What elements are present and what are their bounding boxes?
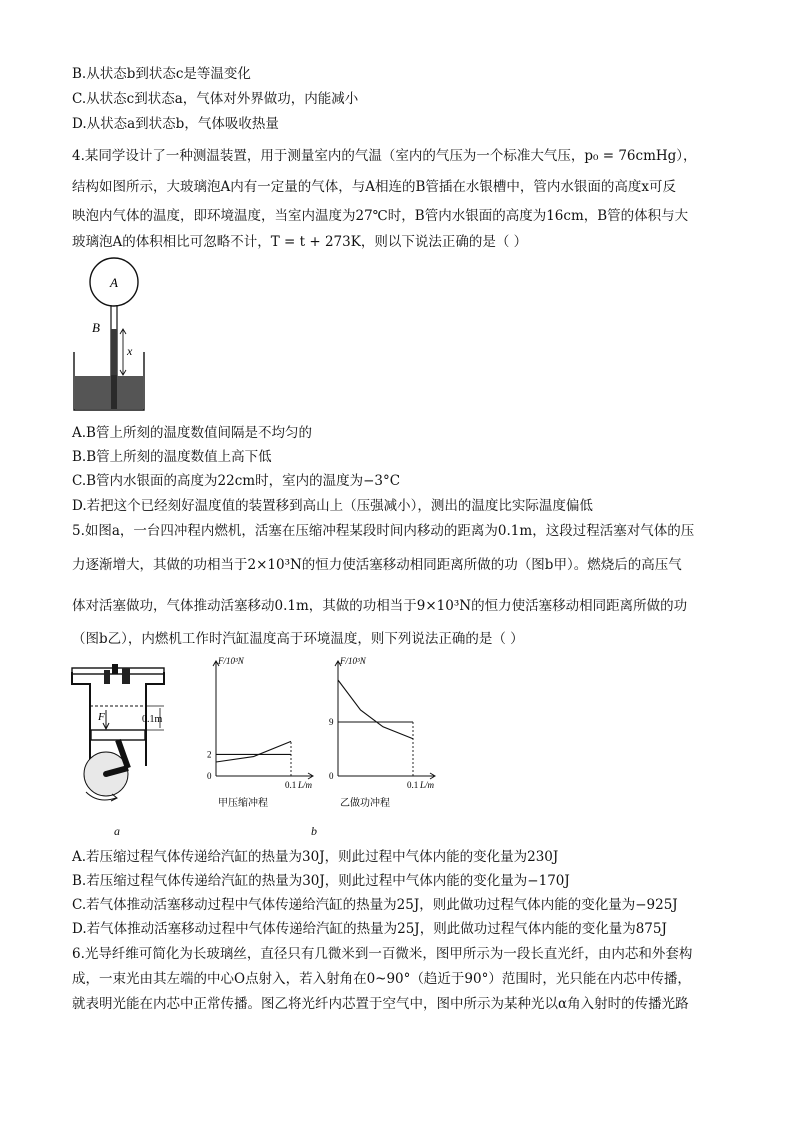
mercury-trough xyxy=(75,376,143,409)
engine-figure-a xyxy=(68,664,178,804)
piston xyxy=(91,730,145,740)
bulb-a-label: A xyxy=(110,275,118,290)
y-axis-label: F/10³N xyxy=(218,656,244,666)
y-tick-label: 9 xyxy=(329,717,334,727)
q5-option-c: C.若气体推动活塞移动过程中气体传递给汽缸的热量为25J，则此做功过程气体内能的变化量为−925J xyxy=(72,897,678,913)
q5-option-d: D.若气体推动活塞移动过程中气体传递给汽缸的热量为25J，则此做功过程气体内能的变化量为875J xyxy=(72,921,667,937)
x-axis-label: L/m xyxy=(298,780,313,790)
q6-stem-line-2: 成，一束光由其左端的中心O点射入，若入射角在0~90°（趋近于90°）范围时，光只能在内芯中传播， xyxy=(72,971,691,987)
figure-a-caption: a xyxy=(114,824,120,838)
origin-label: 0 xyxy=(329,771,334,781)
q5-stem-line-2: 力逐渐增大，其做的功相当于2×10³N的恒力使活塞移动相同距离所做的功（图b甲）。燃烧后的高压气 xyxy=(72,557,682,573)
q3-option-d: D.从状态a到状态b，气体吸收热量 xyxy=(72,116,279,132)
x-tick-label: 0.1 xyxy=(407,780,419,790)
q4-stem-line-2: 结构如图所示，大玻璃泡A内有一定量的气体，与A相连的B管插在水银槽中，管内水银面的高度x可反 xyxy=(72,179,677,195)
q5-stem-line-3: 体对活塞做功，气体推动活塞移动0.1m，其做的功相当于9×10³N的恒力使活塞移动相同距离所做的功 xyxy=(72,598,688,614)
x-tick-label: 0.1 xyxy=(285,780,297,790)
q4-option-c: C.B管内水银面的高度为22cm时，室内的温度为−3°C xyxy=(72,473,401,489)
graph-title: 甲压缩冲程 xyxy=(218,798,268,809)
y-tick-label: 2 xyxy=(207,749,212,760)
q3-option-c: C.从状态c到状态a，气体对外界做功，内能减小 xyxy=(72,91,359,107)
graph-title: 乙做功冲程 xyxy=(340,798,390,809)
q4-stem-line-4: 玻璃泡A的体积相比可忽略不计，T = t + 273K，则以下说法正确的是（ ） xyxy=(72,234,528,250)
tube-b-label: B xyxy=(92,320,100,335)
q5-option-a: A.若压缩过程气体传递给汽缸的热量为30J，则此过程中气体内能的变化量为230J xyxy=(72,849,559,865)
q4-stem-line-3: 映泡内气体的温度，即环境温度，当室内温度为27℃时，B管内水银面的高度为16cm，B管的体积与大 xyxy=(72,208,689,224)
height-x-label: x xyxy=(127,344,133,358)
q6-stem-line-3: 就表明光能在内芯中正常传播。图乙将光纤内芯置于空气中，图中所示为某种光以α角入射时的传播光路 xyxy=(72,996,689,1012)
force-label: F xyxy=(98,711,105,723)
origin-label: 0 xyxy=(207,771,212,781)
q5-stem-line-4: （图b乙），内燃机工作时汽缸温度高于环境温度，则下列说法正确的是（ ） xyxy=(72,631,524,647)
figure-b-graphs xyxy=(198,656,448,816)
q6-stem-line-1: 6.光导纤维可简化为长玻璃丝，直径只有几微米到一百微米，图甲所示为一段长直光纤，由内芯和外套构 xyxy=(72,946,693,962)
q5-option-b: B.若压缩过程气体传递给汽缸的热量为30J，则此过程中气体内能的变化量为−170J xyxy=(72,873,570,889)
y-axis-label: F/10³N xyxy=(340,656,366,666)
distance-label: 0.1m xyxy=(142,714,163,725)
series-line-decreasing-curve xyxy=(338,680,413,739)
q4-option-a: A.B管上所刻的温度数值间隔是不均匀的 xyxy=(72,425,312,441)
q3-option-b: B.从状态b到状态c是等温变化 xyxy=(72,66,251,82)
figure-b-caption: b xyxy=(311,824,317,838)
q4-stem-line-1: 4.某同学设计了一种测温装置，用于测量室内的气温（室内的气压为一个标准大气压，p₀ = 76cmHg）， xyxy=(72,148,697,164)
q4-option-d: D.若把这个已经刻好温度值的装置移到高山上（压强减小），测出的温度比实际温度偏低 xyxy=(72,498,593,514)
thermometer-apparatus-figure xyxy=(70,256,150,416)
q4-option-b: B.B管上所刻的温度数值上高下低 xyxy=(72,449,272,465)
x-axis-label: L/m xyxy=(420,780,435,790)
series-line-increasing-curve xyxy=(216,741,291,762)
q5-stem-line-1: 5.如图a，一台四冲程内燃机，活塞在压缩冲程某段时间内移动的距离为0.1m，这段过程活塞对气体的压 xyxy=(72,523,695,539)
